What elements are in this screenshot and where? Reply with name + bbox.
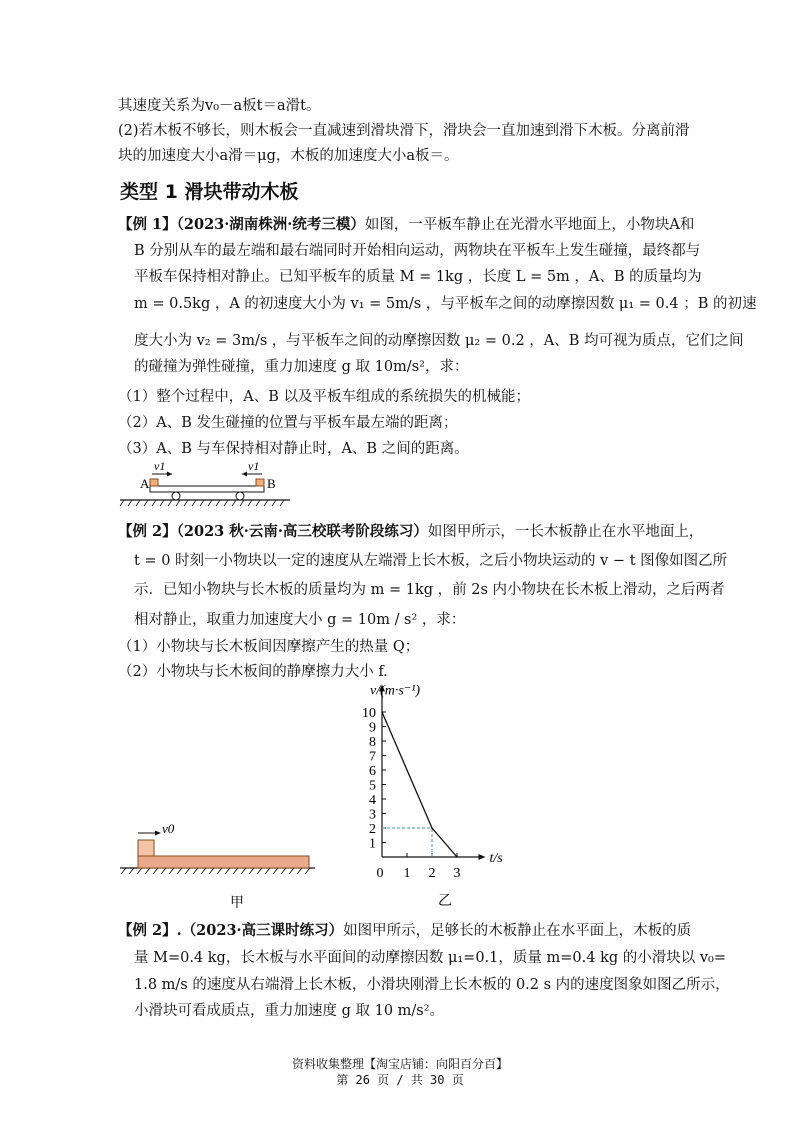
x-tick-label: 1 [403, 866, 411, 881]
label-a: A [140, 476, 150, 491]
ex2-tag: 【例 2】 [118, 523, 177, 540]
cart-wheel-left [172, 492, 180, 500]
ex3-source: （2023·高三课时练习） [181, 922, 344, 939]
ex1-tag: 【例 1】 [118, 216, 177, 233]
ex1-line-5: 度大小为 v₂ = 3m/s ，与平板车之间的动摩擦因数 μ₂ = 0.2 ，A、B 均可视为质点，它们之间 [134, 333, 744, 349]
ex2-line-3: 示．已知小物块与长木板的质量均为 m = 1kg ，前 2s 内小物块在长木板上滑动，之后两者 [134, 582, 725, 598]
intro-line-2: (2)若木板不够长，则木板会一直减速到滑块滑下，滑块会一直加速到滑下木板。分离前滑 [118, 123, 690, 139]
ex1-line-6: 的碰撞为弹性碰撞，重力加速度 g 取 10m/s²，求： [134, 359, 469, 375]
ex2-source: （2023 秋·云南·高三校联考阶段练习） [176, 523, 428, 540]
ground-hatching [120, 500, 290, 506]
ex1-text-1: 如图，一平板车静止在光滑水平地面上，小物块A和 [364, 217, 695, 233]
y-tick-label: 6 [369, 764, 376, 779]
cart-board [150, 486, 264, 492]
y-tick-label: 1 [369, 836, 376, 852]
ex1-source: （2023·湖南株洲·统考三模） [176, 216, 365, 233]
series-point [431, 827, 433, 829]
ex3-line-1 [118, 921, 691, 941]
ex3-line-4: 小滑块可看成质点，重力加速度 g 取 10 m/s²。 [134, 1003, 445, 1019]
ex3-tag: 【例 2】. [118, 922, 182, 939]
arrow-right-head [167, 472, 172, 477]
footer-source: 资料收集整理【淘宝店铺：向阳百分百】 [291, 1057, 508, 1071]
y-tick-label: 7 [369, 749, 376, 765]
ex3-line-2: 量 M=0.4 kg，长木板与水平面间的动摩擦因数 μ₁=0.1，质量 m=0.4 kg 的小滑块以 v₀= [134, 950, 727, 966]
label-b: B [267, 476, 276, 491]
y-tick-label: 4 [369, 793, 376, 808]
label-v1-left: v1 [154, 459, 166, 473]
y-tick-label: 3 [369, 807, 376, 823]
ex2-line-4: 相对静止，取重力加速度大小 g = 10m / s² ，求： [134, 612, 466, 628]
x-tick-label: 2 [428, 866, 436, 881]
y-tick-label: 10 [362, 706, 376, 721]
ground-hatching [121, 868, 310, 874]
ex1-question-1: （1）整个过程中，A、B 以及平板车组成的系统损失的机械能； [118, 389, 530, 405]
ex2-line-2: t = 0 时刻一小物块以一定的速度从左端滑上长木板，之后小物块运动的 v − t 图像如图乙所 [134, 553, 728, 569]
x-axis-label: t/s [489, 851, 503, 866]
ex2-question-2: （2）小物块与长木板间的静摩擦力大小 f. [118, 664, 388, 680]
v0-label: v0 [162, 821, 175, 836]
ex1-question-3: （3）A、B 与车保持相对静止时，A、B 之间的距离。 [118, 441, 469, 457]
y-tick-label: 2 [369, 822, 376, 837]
y-axis-label: v/(m·s⁻¹) [370, 683, 421, 699]
y-tick-label: 9 [369, 720, 376, 736]
ex2-line-1 [118, 522, 703, 542]
x-tick-label: 0 [376, 866, 384, 881]
ex1-line-3: 平板车保持相对静止。已知平板车的质量 M = 1kg ，长度 L = 5m ，A、B 的质量均为 [134, 269, 702, 285]
caption-yi: 乙 [438, 894, 452, 909]
series-point [381, 711, 383, 713]
y-tick-label: 8 [369, 735, 376, 750]
small-block [138, 840, 154, 856]
ex3-text-1: 如图甲所示，足够长的木板静止在水平面上，木板的质 [343, 923, 692, 939]
ex3-line-3: 1.8 m/s 的速度从右端滑上长木板，小滑块刚滑上长木板的 0.2 s 内的速度图象如图乙所示， [134, 977, 730, 993]
ex1-line-1 [118, 215, 694, 235]
series-line [382, 712, 457, 857]
intro-line-3: 块的加速度大小a滑＝μg，木板的加速度大小a板＝。 [118, 148, 459, 164]
intro-line-1: 其速度关系为v₀－a板t＝a滑t。 [118, 98, 321, 114]
cart-wheel-right [236, 492, 244, 500]
series-point [456, 856, 458, 858]
caption-jia: 甲 [230, 896, 244, 911]
ex1-question-2: （2）A、B 发生碰撞的位置与平板车最左端的距离； [118, 415, 458, 431]
ex1-line-2: B 分别从车的最左端和最右端同时开始相向运动，两物块在平板车上发生碰撞，最终都与 [134, 243, 701, 259]
long-board [138, 856, 309, 868]
block-a [150, 479, 158, 486]
block-b [256, 479, 264, 486]
vt-chart [330, 682, 520, 912]
x-axis-arrow [479, 854, 486, 860]
y-tick-label: 5 [369, 778, 376, 794]
footer-page-number: 第 26 页 / 共 30 页 [336, 1073, 464, 1087]
ex1-cart-figure [120, 460, 300, 510]
ex2-board-figure [120, 815, 320, 910]
arrow-left-head [242, 472, 247, 477]
ex1-line-4: m = 0.5kg ，A 的初速度大小为 v₁ = 5m/s ，与平板车之间的动摩擦因数 μ₁ = 0.4 ；B 的初速 [134, 296, 757, 312]
x-tick-label: 3 [453, 866, 461, 881]
v0-arrow-head [155, 831, 161, 836]
ex2-question-1: （1）小物块与长木板间因摩擦产生的热量 Q； [118, 639, 420, 655]
section-title: 类型 1 滑块带动木板 [120, 181, 299, 203]
ex2-text-1: 如图甲所示，一长木板静止在水平地面上， [427, 524, 704, 540]
label-v1-right: v1 [248, 459, 260, 473]
